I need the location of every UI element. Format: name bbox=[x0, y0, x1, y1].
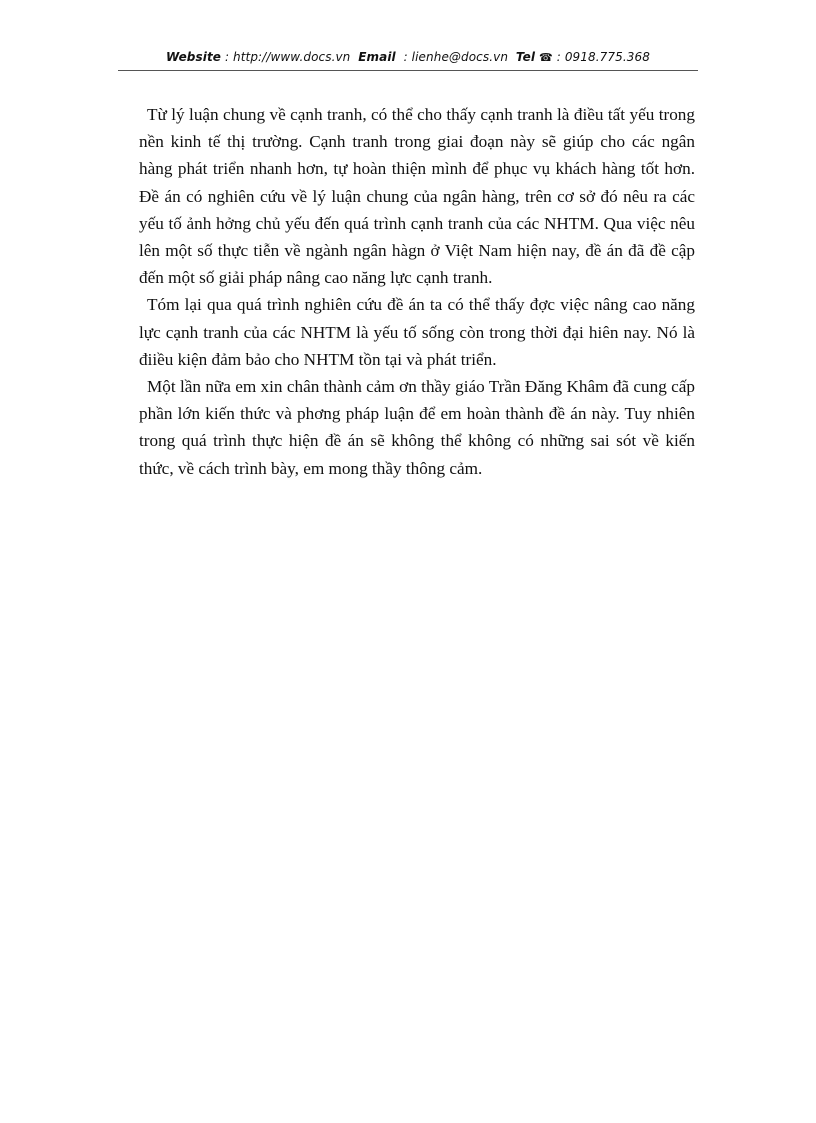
website-label: Website bbox=[166, 50, 222, 64]
paragraph-conclusion-1: Từ lý luận chung về cạnh tranh, có thể cho thấy cạnh tranh là điều tất yếu trong nền kinh tế thị trường. Cạnh tranh trong giai đoạn này sẽ giúp cho các ngân hàng phát triển nhanh hơn, tự hoàn thiện mình để phục vụ khách hàng tốt hơn. Đề án có nghiên cứu về lý luận chung của ngân hàng, trên cơ sở đó nêu ra các yếu tố ảnh hởng chủ yếu đến quá trình cạnh tranh của các NHTM. Qua việc nêu lên một số thực tiễn về ngành ngân hàgn ở Việt Nam hiện nay, đề án đã đề cập đến một số giải pháp nâng cao năng lực cạnh tranh. bbox=[139, 105, 695, 288]
website-value[interactable]: : http://www.docs.vn bbox=[224, 50, 351, 64]
header-divider bbox=[118, 70, 698, 71]
paragraph-conclusion-2: Tóm lại qua quá trình nghiên cứu đề án ta có thể thấy đợc việc nâng cao năng lực cạnh tranh của các NHTM là yếu tố sống còn trong thời đại hiên nay. Nó là điiều kiện đảm bảo cho NHTM tồn tại và phát triển. bbox=[139, 295, 695, 369]
email-value[interactable]: : lienhe@docs.vn bbox=[403, 50, 509, 64]
document-body bbox=[139, 101, 695, 482]
tel-label: Tel bbox=[515, 50, 536, 64]
telephone-icon: ☎ bbox=[539, 51, 553, 64]
email-label: Email bbox=[358, 50, 396, 64]
page-header bbox=[118, 50, 698, 64]
tel-value: : 0918.775.368 bbox=[556, 50, 650, 64]
paragraph-acknowledgement: Một lần nữa em xin chân thành cảm ơn thầy giáo Trần Đăng Khâm đã cung cấp phần lớn kiến thức và phơng pháp luận để em hoàn thành đề án này. Tuy nhiên trong quá trình thực hiện đề án sẽ không thể không có những sai sót về kiến thức, về cách trình bày, em mong thầy thông cảm. bbox=[139, 377, 695, 478]
